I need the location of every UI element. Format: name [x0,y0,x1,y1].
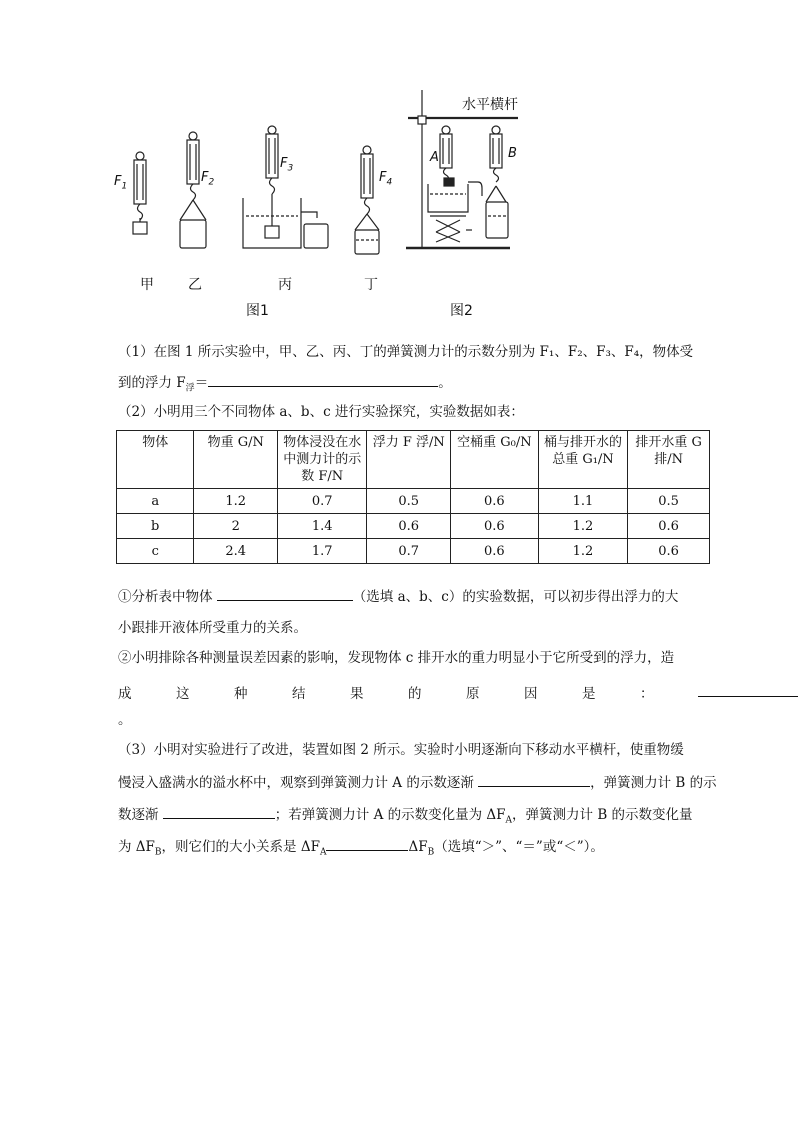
label-f4: $F_4$ [379,170,393,188]
label-yi: 乙 [188,277,202,293]
table-cell: 0.5 [367,489,451,514]
table-cell: 1.2 [538,514,628,539]
q3-b-answer-blank[interactable] [163,804,275,819]
table-row [117,514,710,539]
q3-line3: 数逐渐 ；若弹簧测力计 A 的示数变化量为 $\Delta F_A$，弹簧测力计 B 的示数变化量 [118,804,784,831]
q3-line1: （3）小明对实验进行了改进，装置如图 2 所示。实验时小明逐渐向下移动水平横杆，使重物缓 [118,742,684,758]
table-row [117,539,710,564]
label-ding: 丁 [364,277,378,293]
table-cell: a [117,489,194,514]
q3-a-answer-blank[interactable] [478,772,590,787]
caption-fig1: 图1 [246,303,269,319]
table-header-row [117,431,710,489]
table-cell: 0.6 [628,514,710,539]
table-cell: b [117,514,194,539]
table-cell: 0.6 [451,514,539,539]
q1-line2: 到的浮力 $F_浮=$ 。 [118,372,784,399]
q2-s2-line1: ②小明排除各种测量误差因素的影响，发现物体 c 排开水的重力明显小于它所受到的浮力，造 [118,650,675,666]
experiment-figures [100,90,540,320]
label-horizontal-bar: 水平横杆 [462,97,518,113]
table-header: 物体 [117,431,194,489]
label-bing: 丙 [278,277,292,293]
table-cell: 1.2 [194,489,278,514]
gauge-jia [133,152,147,234]
q3-line4: 为 $\Delta F_B$，则它们的大小关系是 $\Delta F_A$ $\Delta F_B$（选填“＞”、“＝”或“＜”）。 [118,836,784,863]
experiment-diagram [100,90,540,320]
q3-line2: 慢浸入盛满水的溢水杯中，观察到弹簧测力计 A 的示数逐渐 ，弹簧测力计 B 的示 [118,772,784,793]
table-header: 排开水重 G 排/N [628,431,710,489]
label-b: B [508,146,517,161]
table-header: 桶与排开水的总重 G₁/N [538,431,628,489]
table-header: 空桶重 G₀/N [451,431,539,489]
label-jia: 甲 [140,277,154,293]
table-cell: 1.7 [278,539,367,564]
q2-s2-line2: 成 这 种 结 果 的 原 因 是 ： [118,682,798,702]
table-header: 浮力 F 浮/N [367,431,451,489]
table-cell: 0.6 [451,489,539,514]
table-cell: 0.6 [451,539,539,564]
table-cell: 2.4 [194,539,278,564]
label-f3: $F_3$ [280,156,294,174]
table-header: 物体浸没在水中测力计的示数 F/N [278,431,367,489]
table-cell: 0.6 [367,514,451,539]
table-cell: 2 [194,514,278,539]
gauge-yi [180,132,206,248]
q3-compare-blank[interactable] [326,836,408,851]
table-cell: 0.5 [628,489,710,514]
table-cell: 0.6 [628,539,710,564]
label-f2: $F_2$ [201,170,215,188]
label-f1: $F_1$ [114,174,128,192]
table-row [117,489,710,514]
caption-fig2: 图2 [450,303,473,319]
table-cell: 1.1 [538,489,628,514]
label-a: A [430,150,439,165]
q2-s2-end: 。 [118,712,132,728]
table-cell: 1.4 [278,514,367,539]
q2-s1-line1: ①分析表中物体 （选填 a、b、c）的实验数据，可以初步得出浮力的大 [118,586,784,607]
table-cell: 0.7 [367,539,451,564]
q1-answer-blank[interactable] [208,372,438,387]
q2-s1-line2: 小跟排开液体所受重力的关系。 [118,620,307,636]
q2-intro: （2）小明用三个不同物体 a、b、c 进行实验探究，实验数据如表： [118,404,524,420]
q2-s2-answer-blank[interactable] [698,682,798,697]
table-header: 物重 G/N [194,431,278,489]
gauge-ding [355,146,379,254]
gauge-bing [243,126,328,248]
table-cell: 1.2 [538,539,628,564]
q1-line1: （1）在图 1 所示实验中，甲、乙、丙、丁的弹簧测力计的示数分别为 F₁、F₂、F₃、F₄，物体受 [118,344,694,360]
table-cell: c [117,539,194,564]
table-cell: 0.7 [278,489,367,514]
data-table [116,430,710,564]
q2-s1-answer-blank[interactable] [217,586,353,601]
